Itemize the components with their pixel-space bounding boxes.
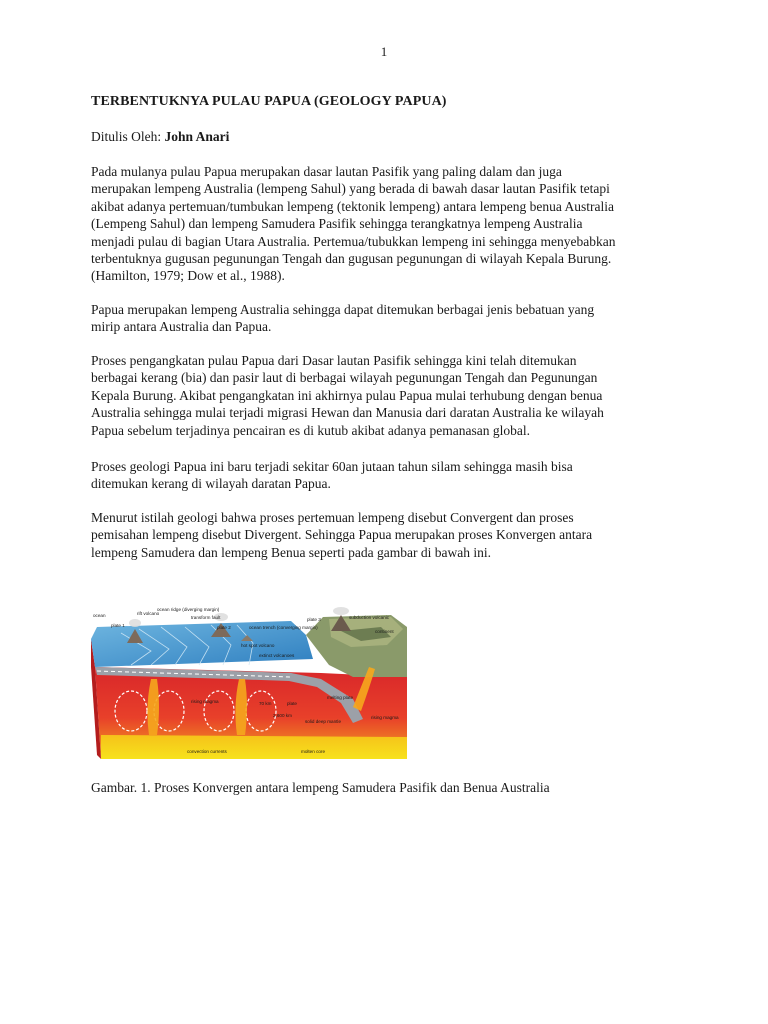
label-solid-deep-mantle: solid deep mantle: [305, 719, 342, 724]
paragraph-line: Proses pengangkatan pulau Papua dari Dasar lautan Pasifik sehingga kini telah ditemukan: [91, 353, 577, 368]
label-continent: continent: [375, 629, 394, 634]
paragraph-4: [91, 458, 681, 493]
paragraph-line: menjadi pulau di bagian Utara Australia. Pertemua/tubukkan lempeng ini sehingga menyebabkan: [91, 233, 616, 249]
label-2600-km: 2,600 km: [273, 713, 292, 718]
label-melting-plate: melting plate: [327, 695, 354, 700]
figure-caption: Gambar. 1. Proses Konvergen antara lempeng Samudera Pasifik dan Benua Australia: [91, 780, 550, 795]
label-hot-spot-volcano: hot spot volcano: [241, 643, 275, 648]
label-rift-volcano: rift volcano: [137, 611, 160, 616]
paragraph-line: merupakan lempeng Australia (lempeng Sahul) yang berada di bawah dasar lautan Pasifik tetapi: [91, 181, 610, 197]
author-line: [91, 128, 681, 145]
author-prefix: Ditulis Oleh:: [91, 129, 162, 144]
document-title: TERBENTUKNYA PULAU PAPUA (GEOLOGY PAPUA): [91, 94, 447, 109]
label-plate-3: plate 3: [307, 617, 321, 622]
label-convection-currents: convection currents: [187, 749, 227, 754]
label-plate-1: plate 1: [111, 623, 125, 628]
paragraph-line: terbentuknya gugusan pegunungan Tengah dan gugusan pegunungan di wilayah Kepala Burung.: [91, 251, 612, 267]
paragraph-line: (Hamilton, 1979; Dow et al., 1988).: [91, 268, 285, 284]
label-ocean-ridge: ocean ridge (diverging margin): [157, 607, 220, 612]
label-ocean-trench: ocean trench (converging margin): [249, 625, 318, 630]
paragraph-line: Papua sebelum terjadinya pencairan es di kutub akibat adanya pemanasan global.: [91, 422, 530, 438]
label-rising-magma-right: rising magma: [371, 715, 399, 720]
label-subduction-volcanic: subduction volcanic: [349, 615, 390, 620]
label-extinct-volcanoes: extinct volcanoes: [259, 653, 295, 658]
label-ocean: ocean: [93, 613, 106, 618]
plate-tectonics-figure: [91, 607, 407, 759]
paragraph-line: Australia sehingga mulai terjadi migrasi Hewan dan Manusia dari daratan Australia ke wilayah: [91, 405, 604, 421]
paragraph-line: lempeng Samudera dan lempeng Benua seperti pada gambar di bawah ini.: [91, 544, 491, 560]
paragraph-line: Papua merupakan lempeng Australia sehingga dapat ditemukan berbagai jenis bebatuan yang: [91, 302, 595, 317]
paragraph-3: [91, 352, 681, 439]
paragraph-line: Proses geologi Papua ini baru terjadi sekitar 60an jutaan tahun silam sehingga masih bisa: [91, 459, 573, 474]
paragraph-line: Menurut istilah geologi bahwa proses pertemuan lempeng disebut Convergent dan proses: [91, 510, 574, 525]
paragraph-2: [91, 301, 681, 336]
paragraph-line: akibat adanya pertemuan/tumbukan lempeng (tektonik lempeng) antara lempeng benua Australia: [91, 198, 614, 214]
page-number: 1: [380, 44, 388, 59]
author-name: John Anari: [164, 129, 230, 144]
paragraph-line: pemisahan lempeng disebut Divergent. Sehingga Papua merupakan proses Konvergen antara: [91, 527, 593, 543]
paragraph-line: Kepala Burung. Akibat pengangkatan ini akhirnya pulau Papua mulai terhubung dengan benua: [91, 387, 603, 403]
molten-core-layer: [101, 735, 407, 759]
label-plate: plate: [287, 701, 297, 706]
paragraph-line: (Lempeng Sahul) dan lempeng Samudera Pasifik sehingga terangkatnya lempeng Australia: [91, 216, 583, 232]
paragraph-5: [91, 509, 681, 561]
paragraph-line: ditemukan kerang di wilayah daratan Papua.: [91, 476, 331, 492]
label-70-km: 70 km: [259, 701, 272, 706]
label-rising-magma-left: rising magma: [191, 699, 219, 704]
label-transform-fault: transform fault: [191, 615, 221, 620]
label-molten-core: molten core: [301, 749, 326, 754]
paragraph-line: mirip antara Australia dan Papua.: [91, 319, 272, 335]
label-plate-2: plate 2: [217, 625, 231, 630]
paragraph-line: Pada mulanya pulau Papua merupakan dasar lautan Pasifik yang paling dalam dan juga: [91, 164, 562, 179]
paragraph-line: berbagai kerang (bia) dan pasir laut di berbagai wilayah pegunungan Tengah dan Pegunungan: [91, 370, 598, 386]
paragraph-1: [91, 163, 681, 285]
